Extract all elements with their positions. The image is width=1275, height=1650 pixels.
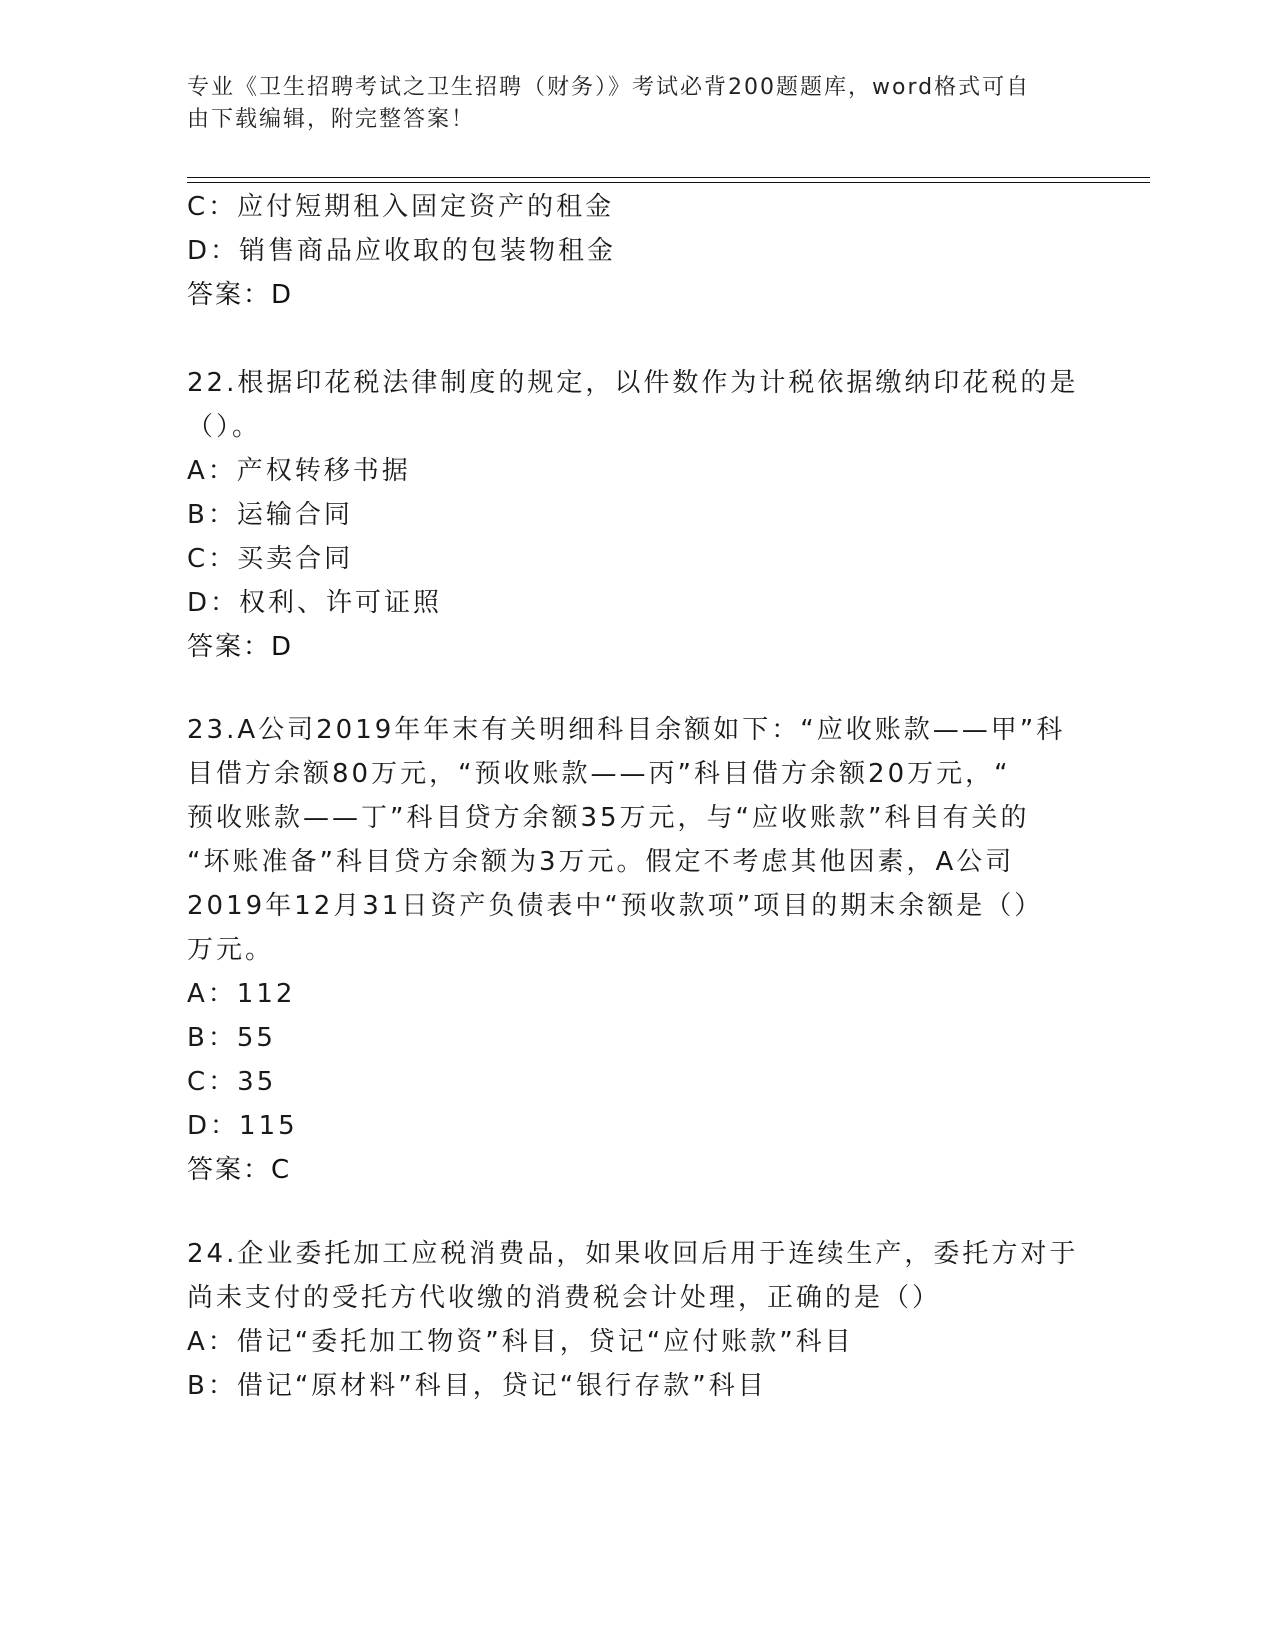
q21-option-d: D：销售商品应收取的包装物租金 bbox=[187, 236, 617, 266]
q22-option-b: B：运输合同 bbox=[187, 500, 353, 530]
q24-option-b: B：借记“原材料”科目，贷记“银行存款”科目 bbox=[187, 1371, 767, 1401]
q23-stem-line-5: 2019年12月31日资产负债表中“预收款项”项目的期末余额是（） bbox=[187, 891, 1044, 921]
page-header bbox=[187, 72, 1067, 136]
q23-stem-line-6: 万元。 bbox=[187, 935, 275, 965]
q22-answer: 答案：D bbox=[187, 632, 294, 662]
q23-stem-line-2: 目借方余额80万元，“预收账款——丙”科目借方余额20万元，“ bbox=[187, 759, 1011, 789]
q23-stem-line-3: 预收账款——丁”科目贷方余额35万元，与“应收账款”科目有关的 bbox=[187, 803, 1030, 833]
q23-option-a: A：112 bbox=[187, 979, 296, 1009]
q21-option-c: C：应付短期租入固定资产的租金 bbox=[187, 192, 615, 222]
q24-stem-line-1: 24.企业委托加工应税消费品，如果收回后用于连续生产，委托方对于 bbox=[187, 1239, 1079, 1269]
q22-option-c: C：买卖合同 bbox=[187, 544, 354, 574]
q22-option-a: A：产权转移书据 bbox=[187, 456, 411, 486]
q21-answer: 答案：D bbox=[187, 280, 294, 310]
header-line-1: 专业《卫生招聘考试之卫生招聘（财务）》考试必背200题题库，word格式可自 bbox=[187, 75, 1031, 100]
header-rule-top bbox=[187, 177, 1150, 178]
q23-option-c: C：35 bbox=[187, 1067, 277, 1097]
q23-stem-line-1: 23.A公司2019年年末有关明细科目余额如下：“应收账款——甲”科 bbox=[187, 715, 1066, 745]
q24-option-a: A：借记“委托加工物资”科目，贷记“应付账款”科目 bbox=[187, 1327, 854, 1357]
q23-option-b: B：55 bbox=[187, 1023, 276, 1053]
q22-option-d: D：权利、许可证照 bbox=[187, 588, 443, 618]
q24-stem-line-2: 尚未支付的受托方代收缴的消费税会计处理，正确的是（） bbox=[187, 1283, 942, 1313]
q22-stem-line-1: 22.根据印花税法律制度的规定，以件数作为计税依据缴纳印花税的是 bbox=[187, 368, 1079, 398]
q23-option-d: D：115 bbox=[187, 1111, 298, 1141]
header-rule-bottom bbox=[187, 182, 1150, 183]
header-line-2: 由下载编辑，附完整答案！ bbox=[187, 107, 476, 132]
q22-stem-line-2: （）。 bbox=[187, 412, 262, 442]
q23-answer: 答案：C bbox=[187, 1155, 292, 1185]
q23-stem-line-4: “坏账准备”科目贷方余额为3万元。假定不考虑其他因素，A公司 bbox=[187, 847, 1015, 877]
